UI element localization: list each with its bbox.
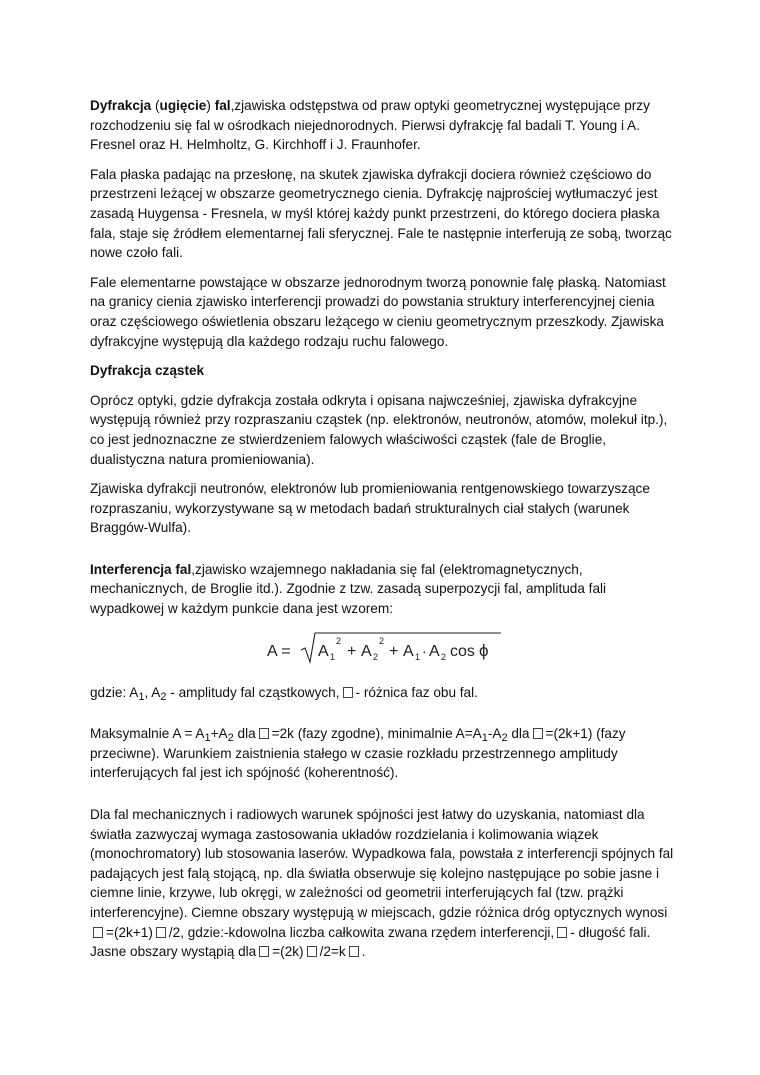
text: .	[361, 944, 366, 960]
formula-phi: ϕ	[479, 640, 489, 660]
missing-glyph-icon	[93, 927, 103, 938]
paragraph-diffraction-intro	[90, 96, 680, 155]
spacer	[90, 548, 680, 560]
text: (	[151, 98, 160, 113]
subscript: 2	[160, 690, 167, 703]
text: Maksymalnie A = A	[90, 726, 205, 742]
formula-a3: A	[403, 642, 414, 660]
formula-sup2: 2	[379, 635, 385, 646]
text: =(2k)	[272, 944, 304, 960]
term-bending: ugięcie	[159, 98, 207, 113]
term-interference: Interferencja fal	[90, 561, 192, 577]
missing-glyph-icon	[343, 687, 353, 698]
paragraph-neutrons: Zjawiska dyfrakcji neutronów, elektronów lub promieniowania rentgenowskiego towarzyszące rozpraszaniu, wykorzystywane są w metodach badań strukturalnych ciał stałych (warunek Braggów-Wulfa).	[90, 481, 650, 536]
formula-sub3: 1	[415, 651, 421, 662]
missing-glyph-icon	[533, 728, 543, 739]
text: +A	[210, 726, 228, 742]
formula-lhs: A =	[267, 642, 291, 660]
paragraph-particles: Oprócz optyki, gdzie dyfrakcja została odkryta i opisana najwcześniej, zjawiska dyfrakcyjne występują również przy rozpraszaniu cząstek (np. elektronów, neutronów, atomów, molekuł itp.), co jest jednoznaczne ze stwierdzeniem falowych właściwości cząstek (fale de Broglie, dualistyczna natura promieniowania).	[90, 392, 668, 467]
formula-sub1: 1	[330, 651, 336, 662]
missing-glyph-icon	[557, 927, 567, 938]
text: - amplitudy fal cząstkowych,	[166, 684, 340, 700]
text: =(2k+1)	[106, 924, 153, 940]
subscript: 1	[138, 690, 145, 703]
text: =(2k+1) (fazy przeciwne). Warunkiem zaistnienia stałego w czasie rozkładu przestrzennego amplitudy interferujących fal jest ich spójność (koherentność).	[90, 726, 626, 781]
text: dla	[233, 726, 256, 742]
text: Dla fal mechanicznych i radiowych warunek spójności jest łatwy do uzyskania, natomiast dla światła zazwyczaj wymaga zastosowania układów rozdzielania i kolimowania wiązek (monochromatory) lub stosowania laserów. Wypadkowa fala, powstała z interferencji spójnych fal padających jest falą stojącą, np. dla światła obserwuje się kolejno następujące po sobie jasne i ciemne linie, krzywe, lub okręgi, w zależności od geometrii interferujących fal (tzw. prążki interferencyjne). Ciemne obszary występują w miejscach, gdzie różnica dróg optycznych wynosi	[90, 807, 674, 920]
formula-svg	[265, 629, 505, 667]
subscript: 2	[227, 732, 234, 745]
missing-glyph-icon	[259, 946, 269, 957]
text: ,zjawisko wzajemnego nakładania się fal (elektromagnetycznych, mechanicznych, de Broglie itd.). Zgodnie z tzw. zasadą superpozycji fal, amplituda fali wypadkowej w każdym punkcie dana jest wzorem:	[90, 561, 607, 617]
text: -A	[487, 726, 502, 742]
missing-glyph-icon	[307, 946, 317, 957]
subscript: 2	[501, 732, 508, 745]
paragraph-coherence	[90, 805, 680, 962]
text: )	[206, 98, 215, 113]
formula-a2: A	[361, 642, 372, 660]
formula-sub2: 2	[373, 651, 379, 662]
subscript: 1	[204, 732, 211, 745]
heading-particle-diffraction	[90, 361, 680, 381]
term-waves: fal	[214, 98, 231, 113]
formula-a4: A	[429, 642, 440, 660]
paragraph-maximum	[90, 724, 680, 783]
text: dla	[507, 726, 530, 742]
missing-glyph-icon	[349, 946, 359, 957]
text: /2=k	[319, 944, 346, 960]
paragraph-elementary-waves: Fale elementarne powstające w obszarze jednorodnym tworzą ponownie falę płaską. Natomiast na granicy cienia zjawisko interferencji prowadzi do powstania struktury interferencyjnej cienia oraz częściowego oświetlenia obszaru leżącego w cieniu geometrycznym przeszkody. Zjawiska dyfrakcyjne występują dla każdego rodzaju ruchu falowego.	[90, 274, 666, 349]
spacer	[90, 793, 680, 805]
text: , A	[144, 684, 161, 700]
formula-cos: cos	[450, 642, 475, 660]
formula-sup1: 2	[336, 635, 342, 646]
formula-plus1: +	[347, 642, 357, 660]
formula-dot: ·	[422, 642, 427, 659]
paragraph-plane-wave: Fala płaska padając na przesłonę, na skutek zjawiska dyfrakcji dociera również częściowo do przestrzeni leżącej w obszarze geometrycznego cienia. Dyfrakcję najprościej wytłumaczyć jest zasadą Huygensa - Fresnela, w myśl której każdy punkt przestrzeni, do którego dociera płaska fala, staje się źródłem elementarnej fali sferycznej. Fale te następnie interferują ze sobą, tworząc nowe czoło fali.	[90, 166, 672, 261]
formula-sub4: 2	[441, 651, 447, 662]
text: =2k (fazy zgodne), minimalnie A=A	[271, 726, 482, 742]
text: /2, gdzie:-kdowolna liczba całkowita zwana rzędem interferencji,	[168, 924, 555, 940]
formula-plus2: +	[389, 642, 399, 660]
spacer	[90, 712, 680, 724]
text: ,zjawiska odstępstwa od praw optyki geometrycznej występujące przy rozchodzeniu się fal w ośrodkach niejednorodnych. Pierwsi dyfrakcję fal badali T. Young i A. Fresnel oraz H. Helmholtz, G. Kirchhoff i J. Fraunhofer.	[90, 98, 650, 153]
text: - długość fali. Jasne obszary wystąpią dla	[90, 924, 651, 960]
amplitude-formula	[90, 629, 680, 669]
missing-glyph-icon	[156, 927, 166, 938]
paragraph-interference-intro	[90, 560, 680, 619]
missing-glyph-icon	[259, 728, 269, 739]
term-diffraction: Dyfrakcja	[90, 98, 152, 113]
formula-a1: A	[318, 642, 329, 660]
paragraph-where	[90, 683, 680, 703]
document-page	[90, 96, 680, 972]
subscript: 1	[481, 732, 488, 745]
text: - różnica faz obu fal.	[355, 684, 478, 700]
heading-text: Dyfrakcja cząstek	[90, 363, 205, 379]
text: gdzie: A	[90, 684, 139, 700]
